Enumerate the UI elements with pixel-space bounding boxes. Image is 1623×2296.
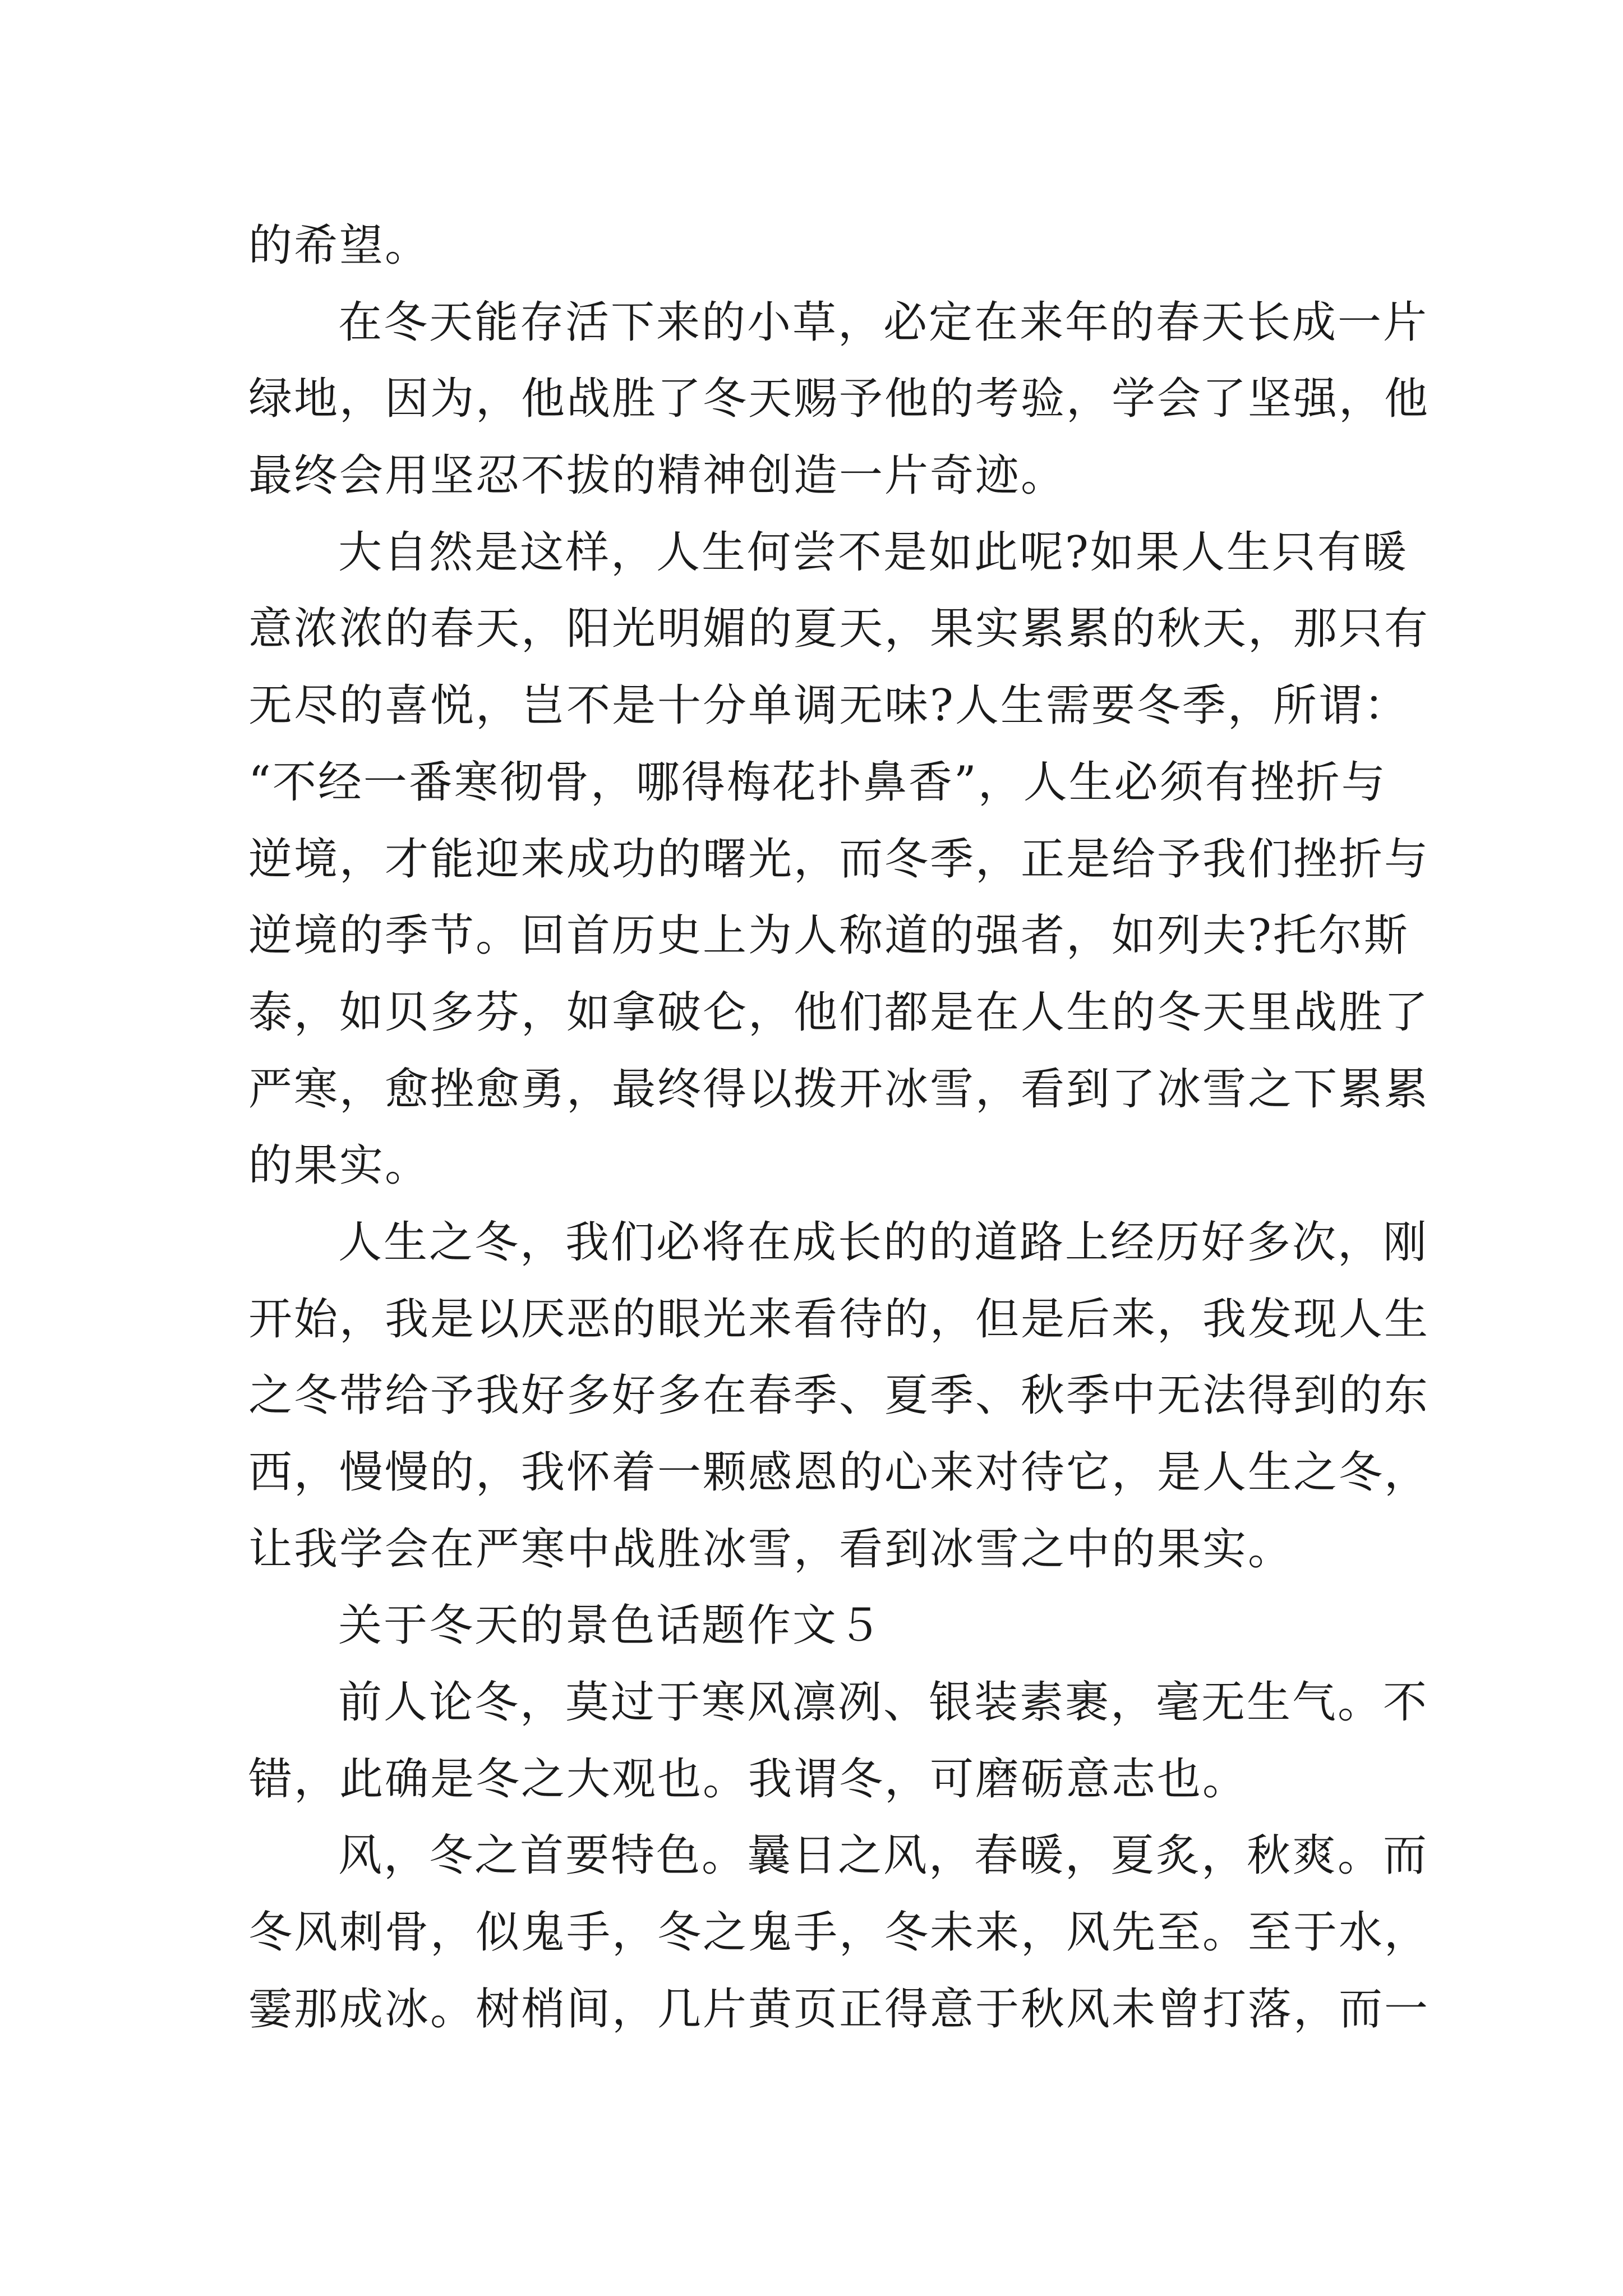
text-line: 逆境，才能迎来成功的曙光，而冬季，正是给予我们挫折与 [248,834,1430,885]
text-line: 开始，我是以厌恶的眼光来看待的，但是后来，我发现人生 [248,1294,1430,1345]
text-line: “不经一番寒彻骨，哪得梅花扑鼻香”，人生必须有挫折与 [248,757,1387,808]
text-line: 风，冬之首要特色。曩日之风，春暖，夏炙，秋爽。而 [338,1830,1429,1881]
text-line: 让我学会在严寒中战胜冰雪，看到冰雪之中的果实。 [248,1524,1294,1575]
text-line: 绿地，因为，他战胜了冬天赐予他的考验，学会了坚强，他 [248,374,1430,425]
text-line: 霎那成冰。树梢间，几片黄页正得意于秋风未曾打落，而一 [248,1984,1430,2035]
text-line: 的果实。 [248,1140,431,1191]
text-line: 错，此确是冬之大观也。我谓冬，可磨砺意志也。 [248,1754,1248,1805]
text-line: 人生之冬，我们必将在成长的的道路上经历好多次，刚 [338,1217,1429,1268]
text-line: 最终会用坚忍不拔的精神创造一片奇迹。 [248,450,1067,501]
text-line: 前人论冬，莫过于寒风凛冽、银装素裹，毫无生气。不 [338,1677,1429,1728]
text-line: 严寒，愈挫愈勇，最终得以拨开冰雪，看到了冰雪之下累累 [248,1064,1430,1115]
text-line: 大自然是这样，人生何尝不是如此呢?如果人生只有暖 [338,527,1408,578]
text-line: 西，慢慢的，我怀着一颗感恩的心来对待它，是人生之冬， [248,1447,1430,1498]
text-line: 关于冬天的景色话题作文５ [338,1600,884,1651]
text-line: 在冬天能存活下来的小草，必定在来年的春天长成一片 [338,297,1429,348]
text-line: 意浓浓的春天，阳光明媚的夏天，果实累累的秋天，那只有 [248,604,1430,655]
text-line: 泰，如贝多芬，如拿破仑，他们都是在人生的冬天里战胜了 [248,987,1430,1038]
text-line: 逆境的季节。回首历史上为人称道的强者，如列夫?托尔斯 [248,910,1409,961]
text-line: 无尽的喜悦，岂不是十分单调无味?人生需要冬季，所谓： [248,680,1409,731]
text-line: 冬风刺骨，似鬼手，冬之鬼手，冬未来，风先至。至于水， [248,1907,1430,1958]
text-line: 之冬带给予我好多好多在春季、夏季、秋季中无法得到的东 [248,1370,1430,1421]
text-line: 的希望。 [248,220,431,271]
document-body [248,208,1430,2048]
